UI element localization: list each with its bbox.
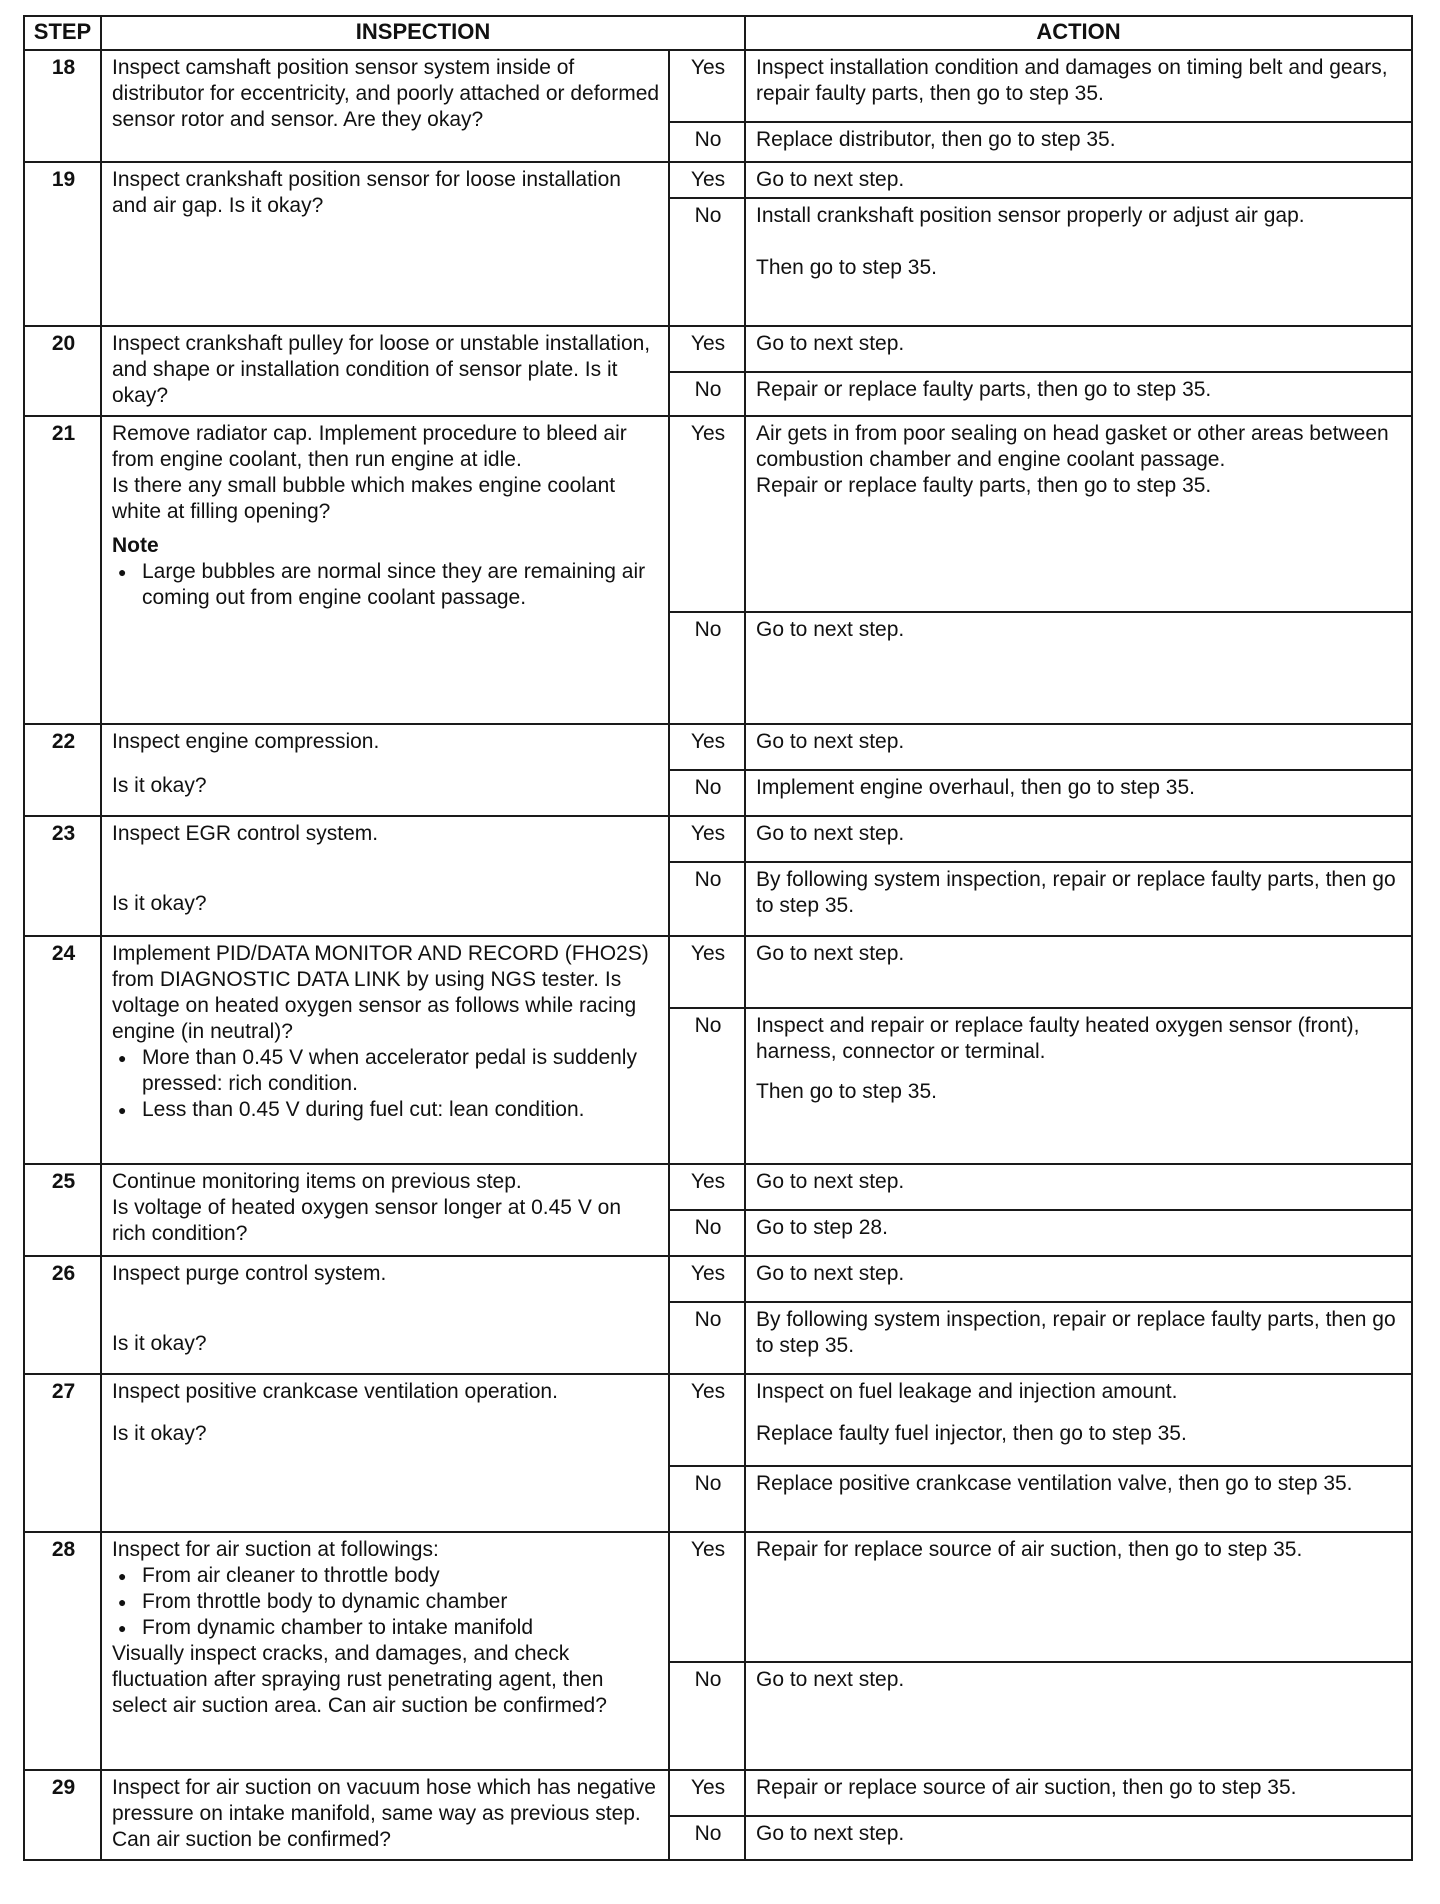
inspection-text: Inspect camshaft position sensor system inside of distributor for eccentricity, and poorly attached or deformed sensor rotor and sensor. Are they okay? (101, 50, 669, 162)
inspection-line: Inspect EGR control system. (112, 822, 379, 845)
step-18-yes-row (24, 50, 1412, 122)
step-25-yes-row (24, 1164, 1412, 1210)
yes-label: Yes (669, 1256, 745, 1302)
step-28-yes-row (24, 1532, 1412, 1662)
inspection-text (101, 1256, 669, 1374)
yes-label: Yes (669, 724, 745, 770)
step-number: 29 (24, 1770, 101, 1860)
step-number: 23 (24, 816, 101, 936)
note-bullet: ● Large bubbles are normal since they are remaining air coming out from engine coolant passage. (112, 559, 660, 611)
yes-action: Go to next step. (745, 724, 1412, 770)
header-action: ACTION (745, 16, 1412, 50)
inspection-line: Is it okay? (112, 892, 207, 915)
inspection-line: Is there any small bubble which makes engine coolant white at filling opening? (112, 474, 616, 523)
inspection-line: Implement PID/DATA MONITOR AND RECORD (FHO2S) from DIAGNOSTIC DATA LINK by using NGS tester. Is voltage on heated oxygen sensor as follows while racing engine (in neutral)? (112, 942, 649, 1043)
yes-action: Go to next step. (745, 816, 1412, 862)
yes-action-line: Inspect on fuel leakage and injection amount. (756, 1380, 1178, 1403)
inspection-text (101, 1532, 669, 1770)
step-23-yes-row (24, 816, 1412, 862)
yes-action (745, 1374, 1412, 1466)
diagnostic-table (23, 15, 1413, 1861)
location-bullet: ● From dynamic chamber to intake manifold (112, 1615, 660, 1641)
no-action: Go to next step. (745, 1816, 1412, 1860)
header-step: STEP (24, 16, 101, 50)
inspection-line: Remove radiator cap. Implement procedure to bleed air from engine coolant, then run engine at idle. (112, 422, 627, 471)
location-list (112, 1563, 660, 1641)
location-bullet: ● From throttle body to dynamic chamber (112, 1589, 660, 1615)
yes-label: Yes (669, 50, 745, 122)
no-label: No (669, 198, 745, 326)
yes-action: Go to next step. (745, 1256, 1412, 1302)
inspection-text: Inspect crankshaft pulley for loose or unstable installation, and shape or installation condition of sensor plate. Is it okay? (101, 326, 669, 416)
inspection-text (101, 1164, 669, 1256)
step-number: 19 (24, 162, 101, 326)
step-number: 24 (24, 936, 101, 1164)
condition-bullet: ● Less than 0.45 V during fuel cut: lean condition. (112, 1097, 660, 1123)
yes-label: Yes (669, 416, 745, 612)
inspection-text (101, 1374, 669, 1532)
yes-label: Yes (669, 1770, 745, 1816)
no-label: No (669, 770, 745, 816)
no-action: Replace positive crankcase ventilation valve, then go to step 35. (745, 1466, 1412, 1532)
inspection-text (101, 816, 669, 936)
step-19-yes-row (24, 162, 1412, 198)
yes-action: Go to next step. (745, 326, 1412, 372)
yes-label: Yes (669, 816, 745, 862)
no-label: No (669, 1662, 745, 1770)
note-title: Note (112, 534, 159, 557)
no-label: No (669, 1008, 745, 1164)
header-inspection: INSPECTION (101, 16, 745, 50)
no-action: Go to step 28. (745, 1210, 1412, 1256)
no-label: No (669, 612, 745, 724)
step-number: 28 (24, 1532, 101, 1770)
yes-action: Go to next step. (745, 1164, 1412, 1210)
no-label: No (669, 1466, 745, 1532)
location-bullet: ● From air cleaner to throttle body (112, 1563, 660, 1589)
yes-action: Go to next step. (745, 936, 1412, 1008)
yes-label: Yes (669, 1374, 745, 1466)
yes-label: Yes (669, 936, 745, 1008)
yes-action-line: Repair or replace faulty parts, then go to step 35. (756, 474, 1212, 497)
inspection-line: Is voltage of heated oxygen sensor longer at 0.45 V on rich condition? (112, 1196, 622, 1245)
no-action-line: Install crankshaft position sensor properly or adjust air gap. (756, 204, 1305, 227)
no-action: Repair or replace faulty parts, then go to step 35. (745, 372, 1412, 416)
no-label: No (669, 1210, 745, 1256)
inspection-line: Visually inspect cracks, and damages, and check fluctuation after spraying rust penetrating agent, then select air suction area. Can air suction be confirmed? (112, 1642, 607, 1717)
step-number: 26 (24, 1256, 101, 1374)
header-row (24, 16, 1412, 50)
no-action: Replace distributor, then go to step 35. (745, 122, 1412, 162)
no-label: No (669, 1816, 745, 1860)
no-action (745, 1008, 1412, 1164)
no-action-line: Then go to step 35. (756, 1080, 937, 1103)
yes-action: Repair for replace source of air suction, then go to step 35. (745, 1532, 1412, 1662)
yes-action: Repair or replace source of air suction, then go to step 35. (745, 1770, 1412, 1816)
yes-action-line: Replace faulty fuel injector, then go to step 35. (756, 1422, 1187, 1445)
step-number: 25 (24, 1164, 101, 1256)
step-27-yes-row (24, 1374, 1412, 1466)
no-label: No (669, 862, 745, 936)
no-label: No (669, 1302, 745, 1374)
inspection-line: Inspect purge control system. (112, 1262, 387, 1285)
no-label: No (669, 122, 745, 162)
no-action: Go to next step. (745, 1662, 1412, 1770)
step-20-yes-row (24, 326, 1412, 372)
yes-label: Yes (669, 1532, 745, 1662)
note-list (112, 559, 660, 611)
inspection-line: Is it okay? (112, 774, 207, 797)
inspection-line: Is it okay? (112, 1422, 207, 1445)
no-action: Implement engine overhaul, then go to step 35. (745, 770, 1412, 816)
step-24-yes-row (24, 936, 1412, 1008)
yes-action-line: Air gets in from poor sealing on head gasket or other areas between combustion chamber and engine coolant passage. (756, 422, 1389, 471)
step-29-yes-row (24, 1770, 1412, 1816)
inspection-text (101, 936, 669, 1164)
no-action-line: Inspect and repair or replace faulty heated oxygen sensor (front), harness, connector or terminal. (756, 1014, 1360, 1063)
condition-bullet: ● More than 0.45 V when accelerator pedal is suddenly pressed: rich condition. (112, 1045, 660, 1097)
inspection-line: Continue monitoring items on previous step. (112, 1170, 522, 1193)
step-22-yes-row (24, 724, 1412, 770)
no-action: Go to next step. (745, 612, 1412, 724)
yes-label: Yes (669, 1164, 745, 1210)
inspection-line: Inspect for air suction at followings: (112, 1538, 439, 1561)
step-number: 20 (24, 326, 101, 416)
condition-list (112, 1045, 660, 1123)
inspection-text (101, 416, 669, 724)
yes-action (745, 416, 1412, 612)
inspection-line: Is it okay? (112, 1332, 207, 1355)
step-number: 21 (24, 416, 101, 724)
inspection-text: Inspect for air suction on vacuum hose which has negative pressure on intake manifold, same way as previous step. Can air suction be confirmed? (101, 1770, 669, 1860)
inspection-line: Inspect positive crankcase ventilation operation. (112, 1380, 558, 1403)
no-action-line: Then go to step 35. (756, 256, 937, 279)
step-26-yes-row (24, 1256, 1412, 1302)
step-number: 22 (24, 724, 101, 816)
no-action: By following system inspection, repair or replace faulty parts, then go to step 35. (745, 1302, 1412, 1374)
no-label: No (669, 372, 745, 416)
yes-action: Inspect installation condition and damages on timing belt and gears, repair faulty parts, then go to step 35. (745, 50, 1412, 122)
inspection-line: Inspect engine compression. (112, 730, 380, 753)
yes-label: Yes (669, 162, 745, 198)
yes-label: Yes (669, 326, 745, 372)
no-action (745, 198, 1412, 326)
inspection-text (101, 724, 669, 816)
inspection-text: Inspect crankshaft position sensor for loose installation and air gap. Is it okay? (101, 162, 669, 326)
step-number: 18 (24, 50, 101, 162)
yes-action: Go to next step. (745, 162, 1412, 198)
step-number: 27 (24, 1374, 101, 1532)
no-action: By following system inspection, repair or replace faulty parts, then go to step 35. (745, 862, 1412, 936)
step-21-yes-row (24, 416, 1412, 612)
